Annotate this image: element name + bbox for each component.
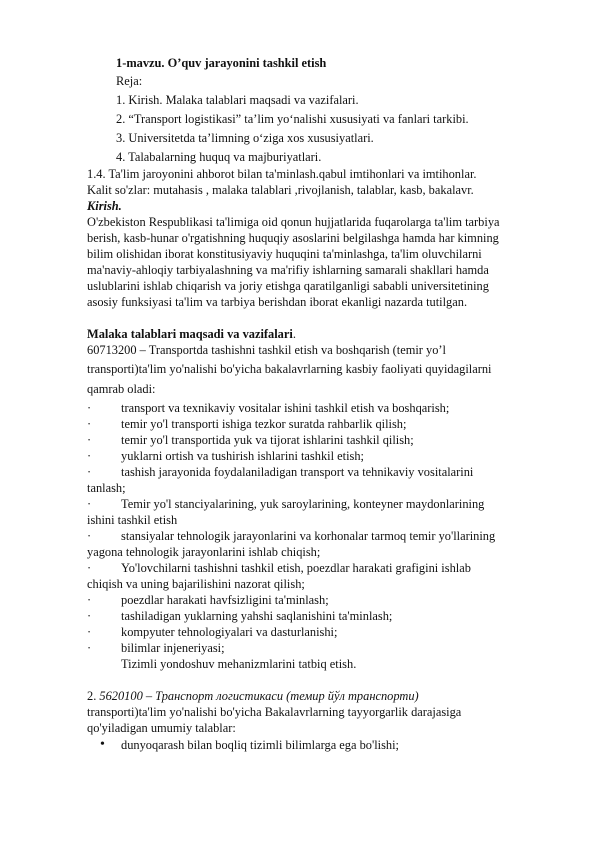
bullet-mark: · xyxy=(87,449,92,463)
list-item-continuation: ishini tashkil etish xyxy=(87,513,178,527)
document-title: 1-mavzu. O’quv jarayonini tashkil etish xyxy=(116,56,327,70)
list-item-text: temir yo'l transporti ishiga tezkor suratda rahbarlik qilish; xyxy=(121,417,407,431)
bullet-mark: · xyxy=(87,609,92,623)
section2-number: 2. xyxy=(87,689,100,703)
section2-line: transporti)ta'lim yo'nalishi bo'yicha Bakalavrlarning tayyorgarlik darajasiga xyxy=(87,705,462,719)
list-item-text: tashish jarayonida foydalaniladigan transport va tehnikaviy vositalarini xyxy=(121,465,474,479)
bullet-mark: · xyxy=(87,625,92,639)
section1-intro-line: qamrab oladi: xyxy=(87,382,156,396)
bullet-mark: · xyxy=(87,401,92,415)
list-item-text: yuklarni ortish va tushirish ishlarini tashkil etish; xyxy=(121,449,364,463)
bullet-mark: · xyxy=(87,497,92,511)
plan-item: 1. Kirish. Malaka talablari maqsadi va vazifalari. xyxy=(116,93,359,107)
section1-heading-dot: . xyxy=(292,327,296,341)
paragraph-line: berish, kasb-hunar o'rgatishning huquqiy asoslarini belgilashga hamda har kimning xyxy=(87,231,499,245)
section2-title: 5620100 – Транспорт логистикаси (темир йўл транспорти) xyxy=(99,689,419,703)
bullet-mark: · xyxy=(87,561,92,575)
list-item-continuation: chiqish va uning bajarilishini nazorat qilish; xyxy=(87,577,305,591)
list-item-text: Yo'lovchilarni tashishni tashkil etish, poezdlar harakati grafigini ishlab xyxy=(121,561,471,575)
bullet-mark: · xyxy=(87,433,92,447)
list-item-text: dunyoqarash bilan boqliq tizimli bilimlarga ega bo'lishi; xyxy=(121,738,399,752)
list-item-text: poezdlar harakati havfsizligini ta'minlash; xyxy=(121,593,329,607)
list-item-text: kompyuter tehnologiyalari va dasturlanishi; xyxy=(121,625,338,639)
paragraph-line: bilim olishidan iborat konstitusiyaviy huquqini ta'minlashga, ta'lim oluvchilarni xyxy=(87,247,482,261)
list-item-text: temir yo'l transportida yuk va tijorat ishlarini tashkil qilish; xyxy=(121,433,414,447)
list-item-text: stansiyalar tehnologik jarayonlarini va korhonalar tarmoq temir yo'llarining xyxy=(121,529,496,543)
plan-item: 3. Universitetda ta’limning o‘ziga xos xususiyatlari. xyxy=(116,131,374,145)
bullet-mark: · xyxy=(87,641,92,655)
list-item-continuation: tanlash; xyxy=(87,481,126,495)
list-item-continuation: yagona tehnologik jarayonlarini ishlab chiqish; xyxy=(87,545,321,559)
list-item-text: transport va texnikaviy vositalar ishini tashkil etish va boshqarish; xyxy=(121,401,450,415)
paragraph-line: asosiy funksiyasi ta'lim va tarbiya berishdan iborat ekanligi nazarda tutilgan. xyxy=(87,295,468,309)
section2-line: qo'yiladigan umumiy talablar: xyxy=(87,721,236,735)
bullet-mark: · xyxy=(87,417,92,431)
bullet-mark: · xyxy=(87,593,92,607)
keywords-line: Kalit so'zlar: mutahasis , malaka talablari ,rivojlanish, talablar, kasb, bakalavr. xyxy=(87,183,474,197)
section1-intro-line: 60713200 – Transportda tashishni tashkil etish va boshqarish (temir yo’l xyxy=(87,343,446,357)
list-item-text: tashiladigan yuklarning yahshi saqlanishini ta'minlash; xyxy=(121,609,393,623)
intro-line: 1.4. Ta'lim jaroyonini ahborot bilan ta'minlash.qabul imtihonlari va imtihonlar. xyxy=(87,167,477,181)
section2-heading xyxy=(87,689,419,704)
plan-item: 2. “Transport logistikasi” ta’lim yo‘nalishi xususiyati va fanlari tarkibi. xyxy=(116,112,469,126)
plan-label: Reja: xyxy=(116,74,143,88)
paragraph-line: O'zbekiston Respublikasi ta'limiga oid qonun hujjatlarida fuqarolarga ta'lim tarbiya xyxy=(87,215,500,229)
list-item-text: bilimlar injeneriyasi; xyxy=(121,641,225,655)
bullet-mark: · xyxy=(87,465,92,479)
section1-heading xyxy=(87,327,296,342)
list-item-text: Temir yo'l stanciyalarining, yuk saroylarining, konteyner maydonlarining xyxy=(121,497,485,511)
paragraph-line: uslublarini ishlab chiqarish va joriy etishga qaratilganligi sababli universitetining xyxy=(87,279,489,293)
bullet-mark: • xyxy=(100,737,105,752)
section1-intro-line: transporti)ta'lim yo'nalishi bo'yicha bakalavrlarning kasbiy faoliyati quyidagilarni xyxy=(87,362,492,376)
paragraph-line: ma'naviy-ahloqiy tarbiyalashning va ma'rifiy ishlarning samarali shakllari hamda xyxy=(87,263,489,277)
section1-heading-text: Malaka talablari maqsadi va vazifalari xyxy=(87,327,293,341)
list-item-text: Tizimli yondoshuv mehanizmlarini tatbiq etish. xyxy=(121,657,357,671)
bullet-mark: · xyxy=(87,529,92,543)
kirish-heading: Kirish. xyxy=(87,199,122,213)
plan-item: 4. Talabalarning huquq va majburiyatlari. xyxy=(116,150,322,164)
